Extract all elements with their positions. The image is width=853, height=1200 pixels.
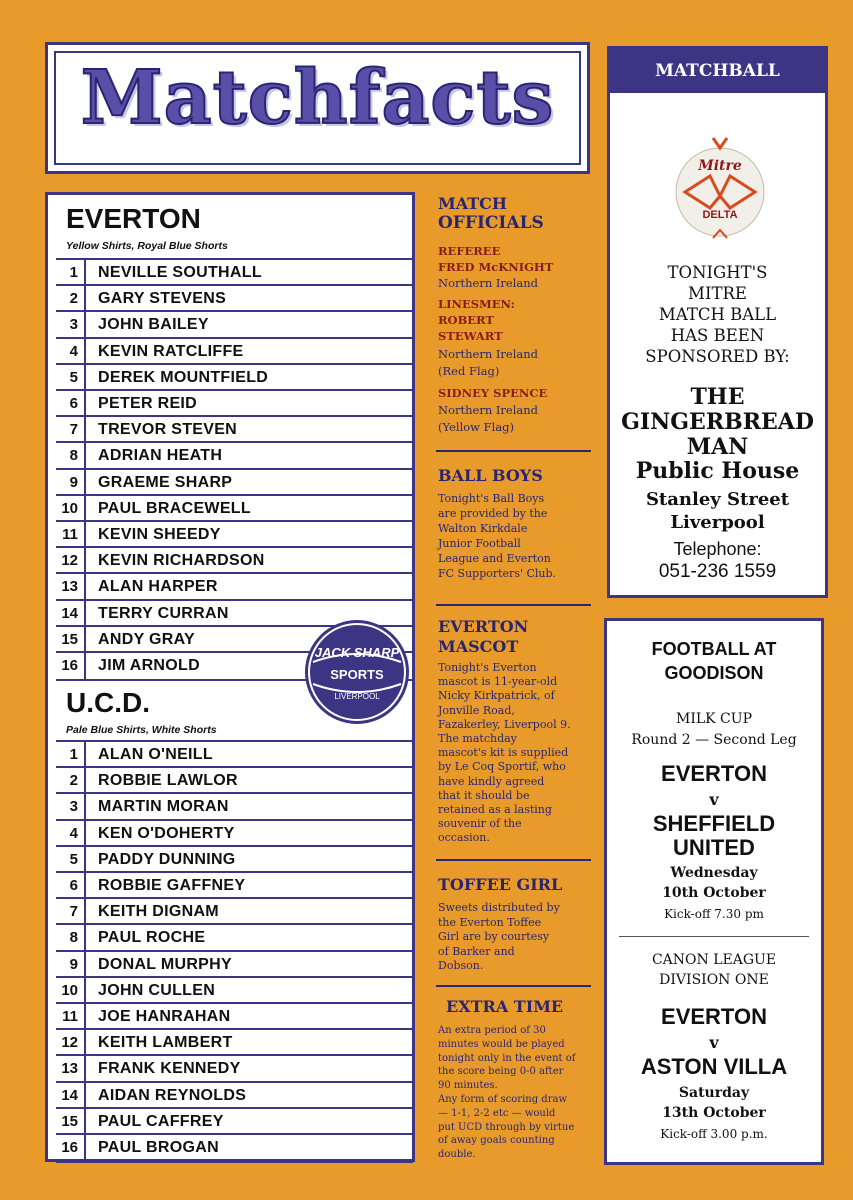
player-name: ADRIAN HEATH xyxy=(98,447,223,465)
player-number: 8 xyxy=(56,443,86,469)
player-number: 2 xyxy=(56,768,86,794)
divider xyxy=(436,604,591,606)
player-name: JIM ARNOLD xyxy=(98,657,200,674)
player-row xyxy=(56,976,413,1004)
player-number: 8 xyxy=(56,925,86,951)
fixture-separator xyxy=(619,936,809,937)
player-number: 6 xyxy=(56,391,86,417)
matchball-heading: MATCHBALL xyxy=(610,49,825,93)
ball-boys-heading: BALL BOYS xyxy=(438,466,543,485)
text-line: SPONSORED BY: xyxy=(645,347,790,366)
player-number: 16 xyxy=(56,653,86,679)
player-number: 14 xyxy=(56,1083,86,1109)
jack-sharp-sports-logo xyxy=(303,618,411,726)
player-row xyxy=(56,468,413,496)
text-line: MATCH BALL xyxy=(658,305,777,324)
text-line: 90 minutes. xyxy=(438,1080,498,1092)
player-number: 3 xyxy=(56,312,86,338)
player-number: 14 xyxy=(56,601,86,627)
text-line: mascot's kit is supplied xyxy=(438,746,569,760)
player-row xyxy=(56,572,413,600)
text-line: that it should be xyxy=(438,788,530,802)
text-line: mascot is 11-year-old xyxy=(438,675,558,689)
toffee-girl-heading: TOFFEE GIRL xyxy=(438,875,563,894)
player-row xyxy=(56,389,413,417)
player-number: 16 xyxy=(56,1135,86,1161)
player-name: PAUL CAFFREY xyxy=(98,1112,224,1130)
player-name: KEVIN RICHARDSON xyxy=(98,552,265,570)
player-number: 7 xyxy=(56,417,86,443)
text-line: of away goals counting xyxy=(438,1135,555,1147)
mascot-heading-1: EVERTON xyxy=(438,617,529,636)
text-line: have kindly agreed xyxy=(438,774,545,788)
player-number: 4 xyxy=(56,821,86,847)
football-at-goodison-panel xyxy=(604,618,824,1165)
player-name: KEVIN RATCLIFFE xyxy=(98,342,244,360)
player-row xyxy=(56,819,413,847)
player-number: 11 xyxy=(56,1004,86,1030)
match2-home: EVERTON xyxy=(661,1004,767,1029)
text-line: put UCD through by virtue xyxy=(438,1121,575,1133)
sponsor-street: Stanley Street xyxy=(645,489,790,510)
away-team-kit: Pale Blue Shirts, White Shorts xyxy=(66,724,217,736)
match2-away: ASTON VILLA xyxy=(640,1054,788,1079)
text-line: Fazakerley, Liverpool 9. xyxy=(438,717,571,731)
linesman1-country: Northern Ireland xyxy=(438,347,539,361)
player-name: KEN O'DOHERTY xyxy=(98,824,235,842)
text-line: Tonight's Everton xyxy=(438,661,537,674)
mascot-heading-2: MASCOT xyxy=(438,637,519,656)
player-number: 1 xyxy=(56,742,86,768)
match2-vs: v xyxy=(709,1033,719,1052)
text-line: Any form of scoring draw xyxy=(438,1094,568,1105)
text-line: minutes would be played xyxy=(438,1038,565,1050)
linesman2-flag: (Yellow Flag) xyxy=(438,420,515,434)
text-line: GINGERBREAD xyxy=(621,409,814,435)
player-row xyxy=(56,845,413,873)
player-row xyxy=(56,494,413,522)
player-name: DEREK MOUNTFIELD xyxy=(98,368,269,386)
text-line: The matchday xyxy=(438,732,517,745)
text-line: of Barker and xyxy=(438,944,515,958)
player-name: GARY STEVENS xyxy=(98,290,227,308)
player-number: 11 xyxy=(56,522,86,548)
player-row xyxy=(56,923,413,951)
text-line: Tonight's Ball Boys xyxy=(438,492,545,505)
text-line: Dobson. xyxy=(438,959,484,972)
linesman1-name-1: ROBERT xyxy=(438,313,494,327)
text-line: Jonville Road, xyxy=(438,703,515,717)
player-row xyxy=(56,310,413,338)
officials-heading-1: MATCH xyxy=(438,194,508,213)
text-line: HAS BEEN xyxy=(670,326,765,345)
player-row xyxy=(56,1133,413,1163)
info-column xyxy=(428,192,596,1167)
text-line: occasion. xyxy=(438,831,490,845)
match1-date: 10th October xyxy=(662,885,766,901)
text-line: tonight only in the event of xyxy=(438,1052,576,1064)
player-row xyxy=(56,337,413,365)
player-row xyxy=(56,792,413,820)
page-title: Matchfacts xyxy=(80,55,555,141)
sponsor-venue: Public House xyxy=(635,458,800,484)
player-row xyxy=(56,871,413,899)
badge-line3: LIVERPOOL xyxy=(334,692,380,701)
ball-model: DELTA xyxy=(702,209,738,221)
match1-kickoff: Kick-off 7.30 pm xyxy=(664,907,764,921)
text-line: retained as a lasting xyxy=(438,803,552,816)
linesman2-country: Northern Ireland xyxy=(438,403,539,417)
player-number: 10 xyxy=(56,496,86,522)
player-row xyxy=(56,766,413,794)
player-number: 9 xyxy=(56,470,86,496)
referee-country: Northern Ireland xyxy=(438,276,539,290)
match1-away-1: SHEFFIELD xyxy=(652,811,776,836)
player-number: 4 xyxy=(56,339,86,365)
player-name: TREVOR STEVEN xyxy=(98,421,238,439)
player-name: ALAN HARPER xyxy=(98,578,218,596)
text-line: — 1-1, 2-2 etc — would xyxy=(438,1107,556,1119)
player-row xyxy=(56,258,413,286)
player-number: 3 xyxy=(56,794,86,820)
player-row xyxy=(56,363,413,391)
player-name: ALAN O'NEILL xyxy=(98,746,213,763)
player-name: PAUL BROGAN xyxy=(98,1139,219,1156)
text-line: Girl are by courtesy xyxy=(438,930,550,943)
player-number: 2 xyxy=(56,286,86,312)
text-line: MAN xyxy=(686,434,749,460)
text-line: League and Everton xyxy=(438,552,551,565)
player-name: NEVILLE SOUTHALL xyxy=(98,264,262,281)
linesman2-name: SIDNEY SPENCE xyxy=(438,386,548,400)
player-name: GRAEME SHARP xyxy=(98,473,233,491)
player-number: 13 xyxy=(56,574,86,600)
divider xyxy=(436,985,591,987)
away-team-name: U.C.D. xyxy=(66,687,150,718)
match1-round: Round 2 — Second Leg xyxy=(631,732,797,748)
player-name: TERRY CURRAN xyxy=(98,604,229,622)
player-number: 5 xyxy=(56,847,86,873)
text-line: Sweets distributed by xyxy=(438,901,560,914)
match1-away-2: UNITED xyxy=(673,835,755,860)
player-name: PADDY DUNNING xyxy=(98,850,236,868)
player-row xyxy=(56,950,413,978)
text-line: FC Supporters' Club. xyxy=(438,567,557,580)
divider xyxy=(436,450,591,452)
player-row xyxy=(56,415,413,443)
player-row xyxy=(56,1002,413,1030)
player-row xyxy=(56,546,413,574)
player-number: 9 xyxy=(56,952,86,978)
player-name: PAUL BRACEWELL xyxy=(98,499,251,517)
player-name: ROBBIE LAWLOR xyxy=(98,772,238,790)
matchball-panel xyxy=(607,46,828,598)
linesman1-flag: (Red Flag) xyxy=(438,364,500,378)
fixtures-heading-1: FOOTBALL AT xyxy=(651,639,777,659)
text-line: Junior Football xyxy=(438,537,521,550)
player-number: 12 xyxy=(56,548,86,574)
text-line: MITRE xyxy=(688,284,747,303)
text-line: Walton Kirkdale xyxy=(438,522,528,535)
text-line: Nicky Kirkpatrick, of xyxy=(438,689,555,703)
player-name: DONAL MURPHY xyxy=(98,955,232,973)
player-name: KEITH LAMBERT xyxy=(98,1034,233,1052)
text-line: are provided by the xyxy=(438,507,548,520)
player-number: 1 xyxy=(56,260,86,286)
home-team-kit: Yellow Shirts, Royal Blue Shorts xyxy=(66,240,228,252)
sponsor-city: Liverpool xyxy=(670,512,765,533)
officials-heading-2: OFFICIALS xyxy=(438,213,544,233)
mitre-ball-icon xyxy=(665,134,775,244)
player-number: 15 xyxy=(56,1109,86,1135)
text-line: the Everton Toffee xyxy=(438,915,542,929)
match1-home: EVERTON xyxy=(661,761,767,786)
player-name: MARTIN MORAN xyxy=(98,798,229,816)
sponsor-tel: 051-236 1559 xyxy=(658,561,777,582)
player-row xyxy=(56,1054,413,1082)
player-number: 13 xyxy=(56,1056,86,1082)
sponsor-tel-label: Telephone: xyxy=(673,539,762,559)
match1-day: Wednesday xyxy=(670,865,758,881)
match2-date: 13th October xyxy=(662,1105,766,1121)
match2-day: Saturday xyxy=(678,1085,750,1101)
linesman1-name-2: STEWART xyxy=(438,329,503,343)
player-row xyxy=(56,1028,413,1056)
player-name: FRANK KENNEDY xyxy=(98,1060,241,1078)
player-name: PAUL ROCHE xyxy=(98,929,206,947)
player-name: JOHN CULLEN xyxy=(98,981,216,999)
player-row xyxy=(56,1107,413,1135)
fixtures-heading-2: GOODISON xyxy=(664,663,764,683)
player-row xyxy=(56,740,413,768)
text-line: THE xyxy=(690,384,745,410)
badge-line1: JACK SHARP xyxy=(314,645,400,660)
player-row xyxy=(56,284,413,312)
player-number: 15 xyxy=(56,627,86,653)
match2-competition-2: DIVISION ONE xyxy=(659,972,769,988)
player-number: 6 xyxy=(56,873,86,899)
home-team-name: EVERTON xyxy=(66,203,201,234)
match2-competition-1: CANON LEAGUE xyxy=(651,952,777,968)
player-row xyxy=(56,441,413,469)
text-line: TONIGHT'S xyxy=(667,263,768,282)
player-name: JOE HANRAHAN xyxy=(98,1008,231,1025)
extra-time-heading: EXTRA TIME xyxy=(446,997,564,1016)
player-name: KEVIN SHEEDY xyxy=(98,526,221,543)
player-number: 5 xyxy=(56,365,86,391)
text-line: double. xyxy=(438,1149,476,1161)
player-row xyxy=(56,520,413,548)
match2-kickoff: Kick-off 3.00 p.m. xyxy=(660,1127,768,1141)
player-name: PETER REID xyxy=(98,395,198,412)
match1-competition: MILK CUP xyxy=(675,711,752,727)
referee-name: FRED McKNIGHT xyxy=(438,260,554,274)
player-name: ROBBIE GAFFNEY xyxy=(98,877,246,894)
match1-vs: v xyxy=(709,790,719,809)
divider xyxy=(436,859,591,861)
player-number: 7 xyxy=(56,899,86,925)
player-row xyxy=(56,897,413,925)
ball-brand: Mitre xyxy=(698,158,742,174)
player-row xyxy=(56,1081,413,1109)
badge-line2: SPORTS xyxy=(330,667,384,682)
linesmen-label: LINESMEN: xyxy=(438,297,515,311)
text-line: An extra period of 30 xyxy=(438,1025,546,1036)
text-line: souvenir of the xyxy=(438,817,522,831)
player-number: 12 xyxy=(56,1030,86,1056)
player-name: JOHN BAILEY xyxy=(98,316,209,334)
player-name: KEITH DIGNAM xyxy=(98,903,219,921)
text-line: by Le Coq Sportif, who xyxy=(438,760,566,774)
player-name: AIDAN REYNOLDS xyxy=(98,1086,247,1104)
player-name: ANDY GRAY xyxy=(98,630,195,648)
title-banner xyxy=(45,42,590,174)
text-line: the score being 0-0 after xyxy=(438,1066,564,1078)
player-number: 10 xyxy=(56,978,86,1004)
referee-label: REFEREE xyxy=(438,244,501,258)
